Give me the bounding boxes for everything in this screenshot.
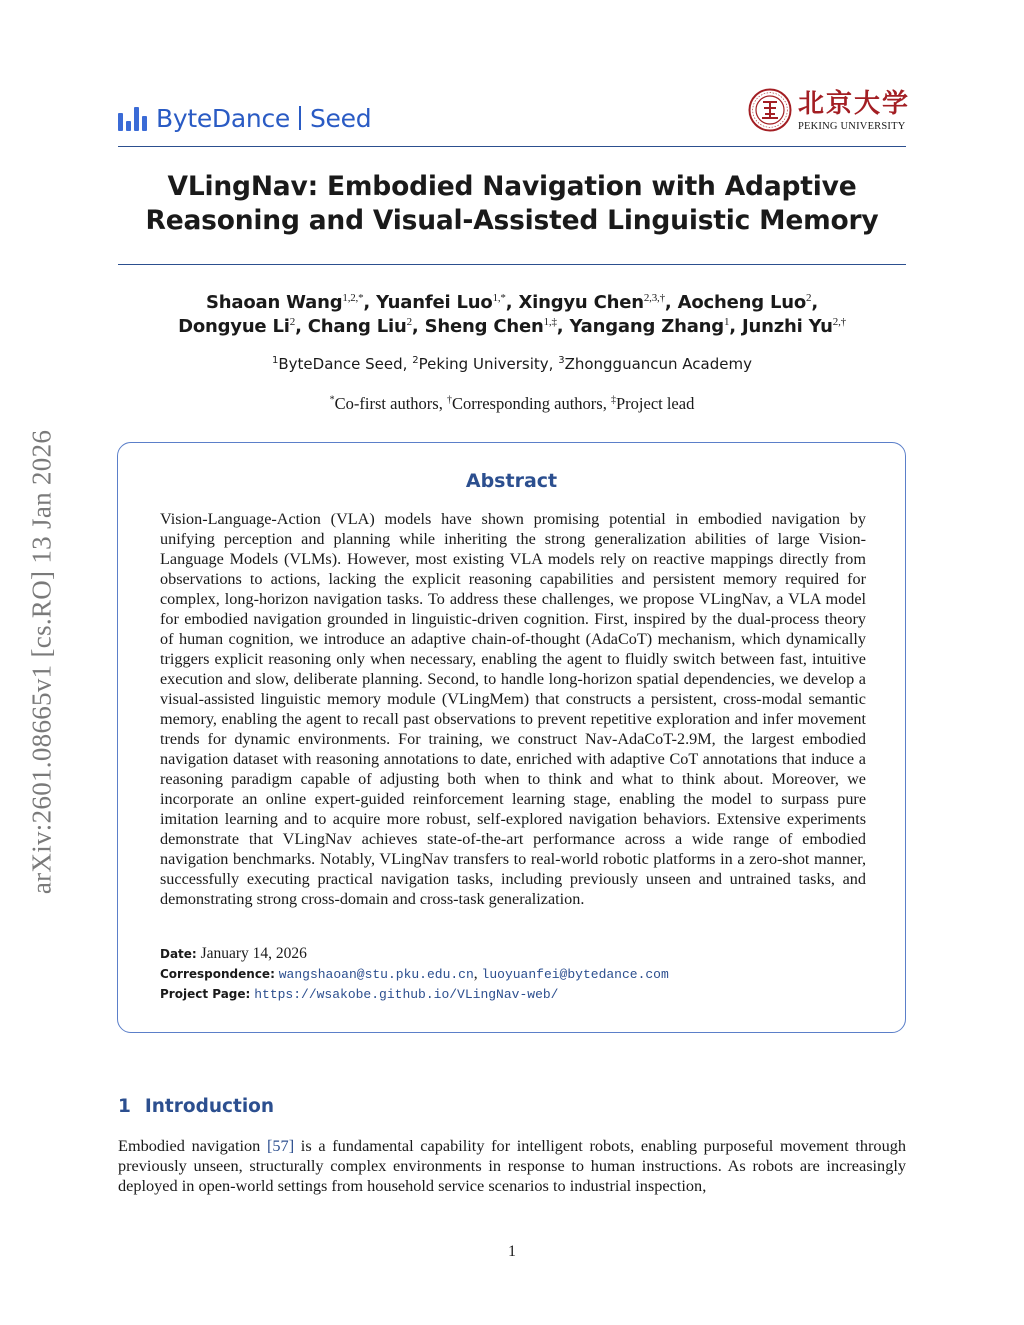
author: Xingyu Chen — [518, 292, 644, 313]
author: Shaoan Wang — [206, 292, 343, 313]
author-marks: 1 — [723, 316, 730, 328]
author-marks: 2 — [806, 292, 812, 304]
arxiv-stamp: arXiv:2601.08665v1 [cs.RO] 13 Jan 2026 — [26, 429, 57, 895]
author-line-2: Dongyue Li$^2$, Chang Liu$^2$, Sheng Chen$^{1,\ddagger}$, Yangang Zhang$^1$, Junzhi $Yu^{2,\dagger}$ — [178, 316, 846, 337]
abstract-text: Vision-Language-Action (VLA) models have shown promising potential in embodied navigation by unifying perception and planning while inheriting the strong generalization abilities of large Vision-Language Models (VLMs). However, most existing VLA models rely on reactive mappings directly from observations to actions, lacking the explicit reasoning capabilities and persistent memory required for complex, long-horizon navigation tasks. To address these challenges, we propose VLingNav, a VLA model for embodied navigation grounded in linguistic-driven cognition. First, inspired by the dual-process theory of human cognition, we introduce an adaptive chain-of-thought (AdaCoT) mechanism, which dynamically triggers explicit reasoning only when necessary, enabling the agent to fluidly switch between fast, intuitive execution and slow, deliberate planning. Second, to handle long-horizon spatial dependencies, we develop a visual-assisted linguistic memory module (VLingMem) that constructs a persistent, cross-modal semantic memory, enabling the agent to recall past observations to prevent repetitive exploration and infer movement trends for dynamic environments. For training, we construct Nav-AdaCoT-2.9M, the largest embodied navigation dataset with reasoning annotations to date, enriched with adaptive CoT annotations that induce a reasoning paradigm capable of adjusting both when to think and what to think about. Moreover, we incorporate an online expert-guided reinforcement learning stage, enabling the model to surpass pure imitation learning and to acquire more robust, self-explored navigation behaviors. Extensive experiments demonstrate that VLingNav achieves state-of-the-art performance across a wide range of embodied navigation benchmarks. Notably, VLingNav transfers to real-world robotic platforms in a zero-shot manner, successfully executing practical navigation tasks, including previously unseen and untrained tasks, and demonstrating strong cross-domain and cross-task generalization. — [160, 510, 866, 908]
pku-seal-icon — [748, 88, 792, 132]
title-line-2: Reasoning and Visual-Assisted Linguistic Memory — [145, 205, 879, 236]
paper-title — [118, 170, 906, 238]
affiliation: Peking University — [418, 355, 549, 373]
author-marks: 1,2,* — [342, 292, 364, 304]
affiliation: ByteDance Seed — [278, 355, 403, 373]
author: Yuanfei Luo — [376, 292, 493, 313]
email-link[interactable]: wangshaoan@stu.pku.edu.cn — [278, 967, 474, 982]
note: Project lead — [615, 394, 695, 413]
bytedance-bars-icon — [118, 105, 147, 131]
email-link[interactable]: luoyuanfei@bytedance.com — [481, 967, 669, 982]
section-number: 1 — [118, 1096, 131, 1117]
project-page-link[interactable]: https://wsakobe.github.io/VLingNav-web/ — [254, 987, 559, 1002]
affiliation: Zhongguancun Academy — [564, 355, 752, 373]
date-label: Date: — [160, 947, 197, 961]
seed-wordmark: Seed — [309, 103, 372, 133]
project-page-label: Project Page: — [160, 987, 251, 1001]
pku-name-cn: 北京大学 — [798, 88, 911, 119]
logo-separator — [299, 106, 301, 130]
note-mark: † — [446, 394, 452, 406]
pku-logo — [748, 88, 910, 132]
intro-paragraph — [118, 1136, 906, 1196]
affiliation-mark: 2 — [412, 355, 419, 366]
author-list — [118, 291, 906, 339]
author: Junzhi Yu — [741, 316, 833, 337]
pku-name-en: PEKING UNIVERSITY — [798, 120, 906, 132]
date-line — [160, 944, 866, 964]
affiliations: $^1$ByteDance Seed, $^2$Peking University, $^3$Zhongguancun Academy — [272, 355, 752, 373]
affiliation-mark: 3 — [558, 355, 565, 366]
date-value: January 14, 2026 — [200, 945, 307, 962]
author: Aocheng Luo — [677, 292, 807, 313]
author: Sheng Chen — [424, 316, 544, 337]
author-marks: 2,3,† — [643, 292, 665, 304]
header-rule — [118, 146, 906, 147]
note-mark: * — [329, 394, 335, 406]
citation-link[interactable]: [57] — [267, 1136, 295, 1155]
bytedance-wordmark: ByteDance — [156, 103, 290, 133]
author: Yangang Zhang — [569, 316, 724, 337]
title-line-1: VLingNav: Embodied Navigation with Adaptive — [167, 171, 857, 202]
author-line-1: Shaoan Wang$^{1,2,*}$, Yuanfei Luo$^{1,*}$, Xingyu Chen$^{2,3,\dagger}$, Aocheng Luo$^2$, — [206, 292, 818, 313]
author-marks: 2 — [289, 316, 296, 328]
bytedance-seed-logo — [118, 101, 371, 135]
note-mark: ‡ — [610, 394, 616, 406]
intro-text: is a fundamental capability for intelligent robots, enabling purposeful movement through previously unseen, structurally complex environments in response to human instructions. As robots are increasingly deployed in open-world settings from household service scenarios to industrial inspection, — [118, 1136, 906, 1195]
intro-text: Embodied navigation — [118, 1136, 267, 1155]
author: Dongyue Li — [178, 316, 290, 337]
correspondence-line — [160, 964, 866, 985]
abstract-heading: Abstract — [465, 470, 558, 492]
author-marks: 2,† — [832, 316, 846, 328]
author-marks: 1,* — [492, 292, 506, 304]
page-number: 1 — [508, 1243, 516, 1260]
author-notes: *Co-first authors, †Corresponding authors, ‡Project lead — [329, 394, 695, 413]
project-page-line — [160, 984, 866, 1005]
section-title: Introduction — [144, 1096, 275, 1117]
author: Chang Liu — [307, 316, 407, 337]
correspondence-label: Correspondence: — [160, 967, 275, 981]
author-marks: 2 — [406, 316, 412, 328]
author-marks: 1,‡ — [543, 316, 557, 328]
affiliation-mark: 1 — [272, 355, 279, 366]
email-separator: , — [473, 965, 478, 982]
note: Co-first authors — [334, 394, 439, 413]
note: Corresponding authors — [451, 394, 603, 413]
section-heading — [118, 1096, 274, 1117]
title-rule — [118, 264, 906, 265]
